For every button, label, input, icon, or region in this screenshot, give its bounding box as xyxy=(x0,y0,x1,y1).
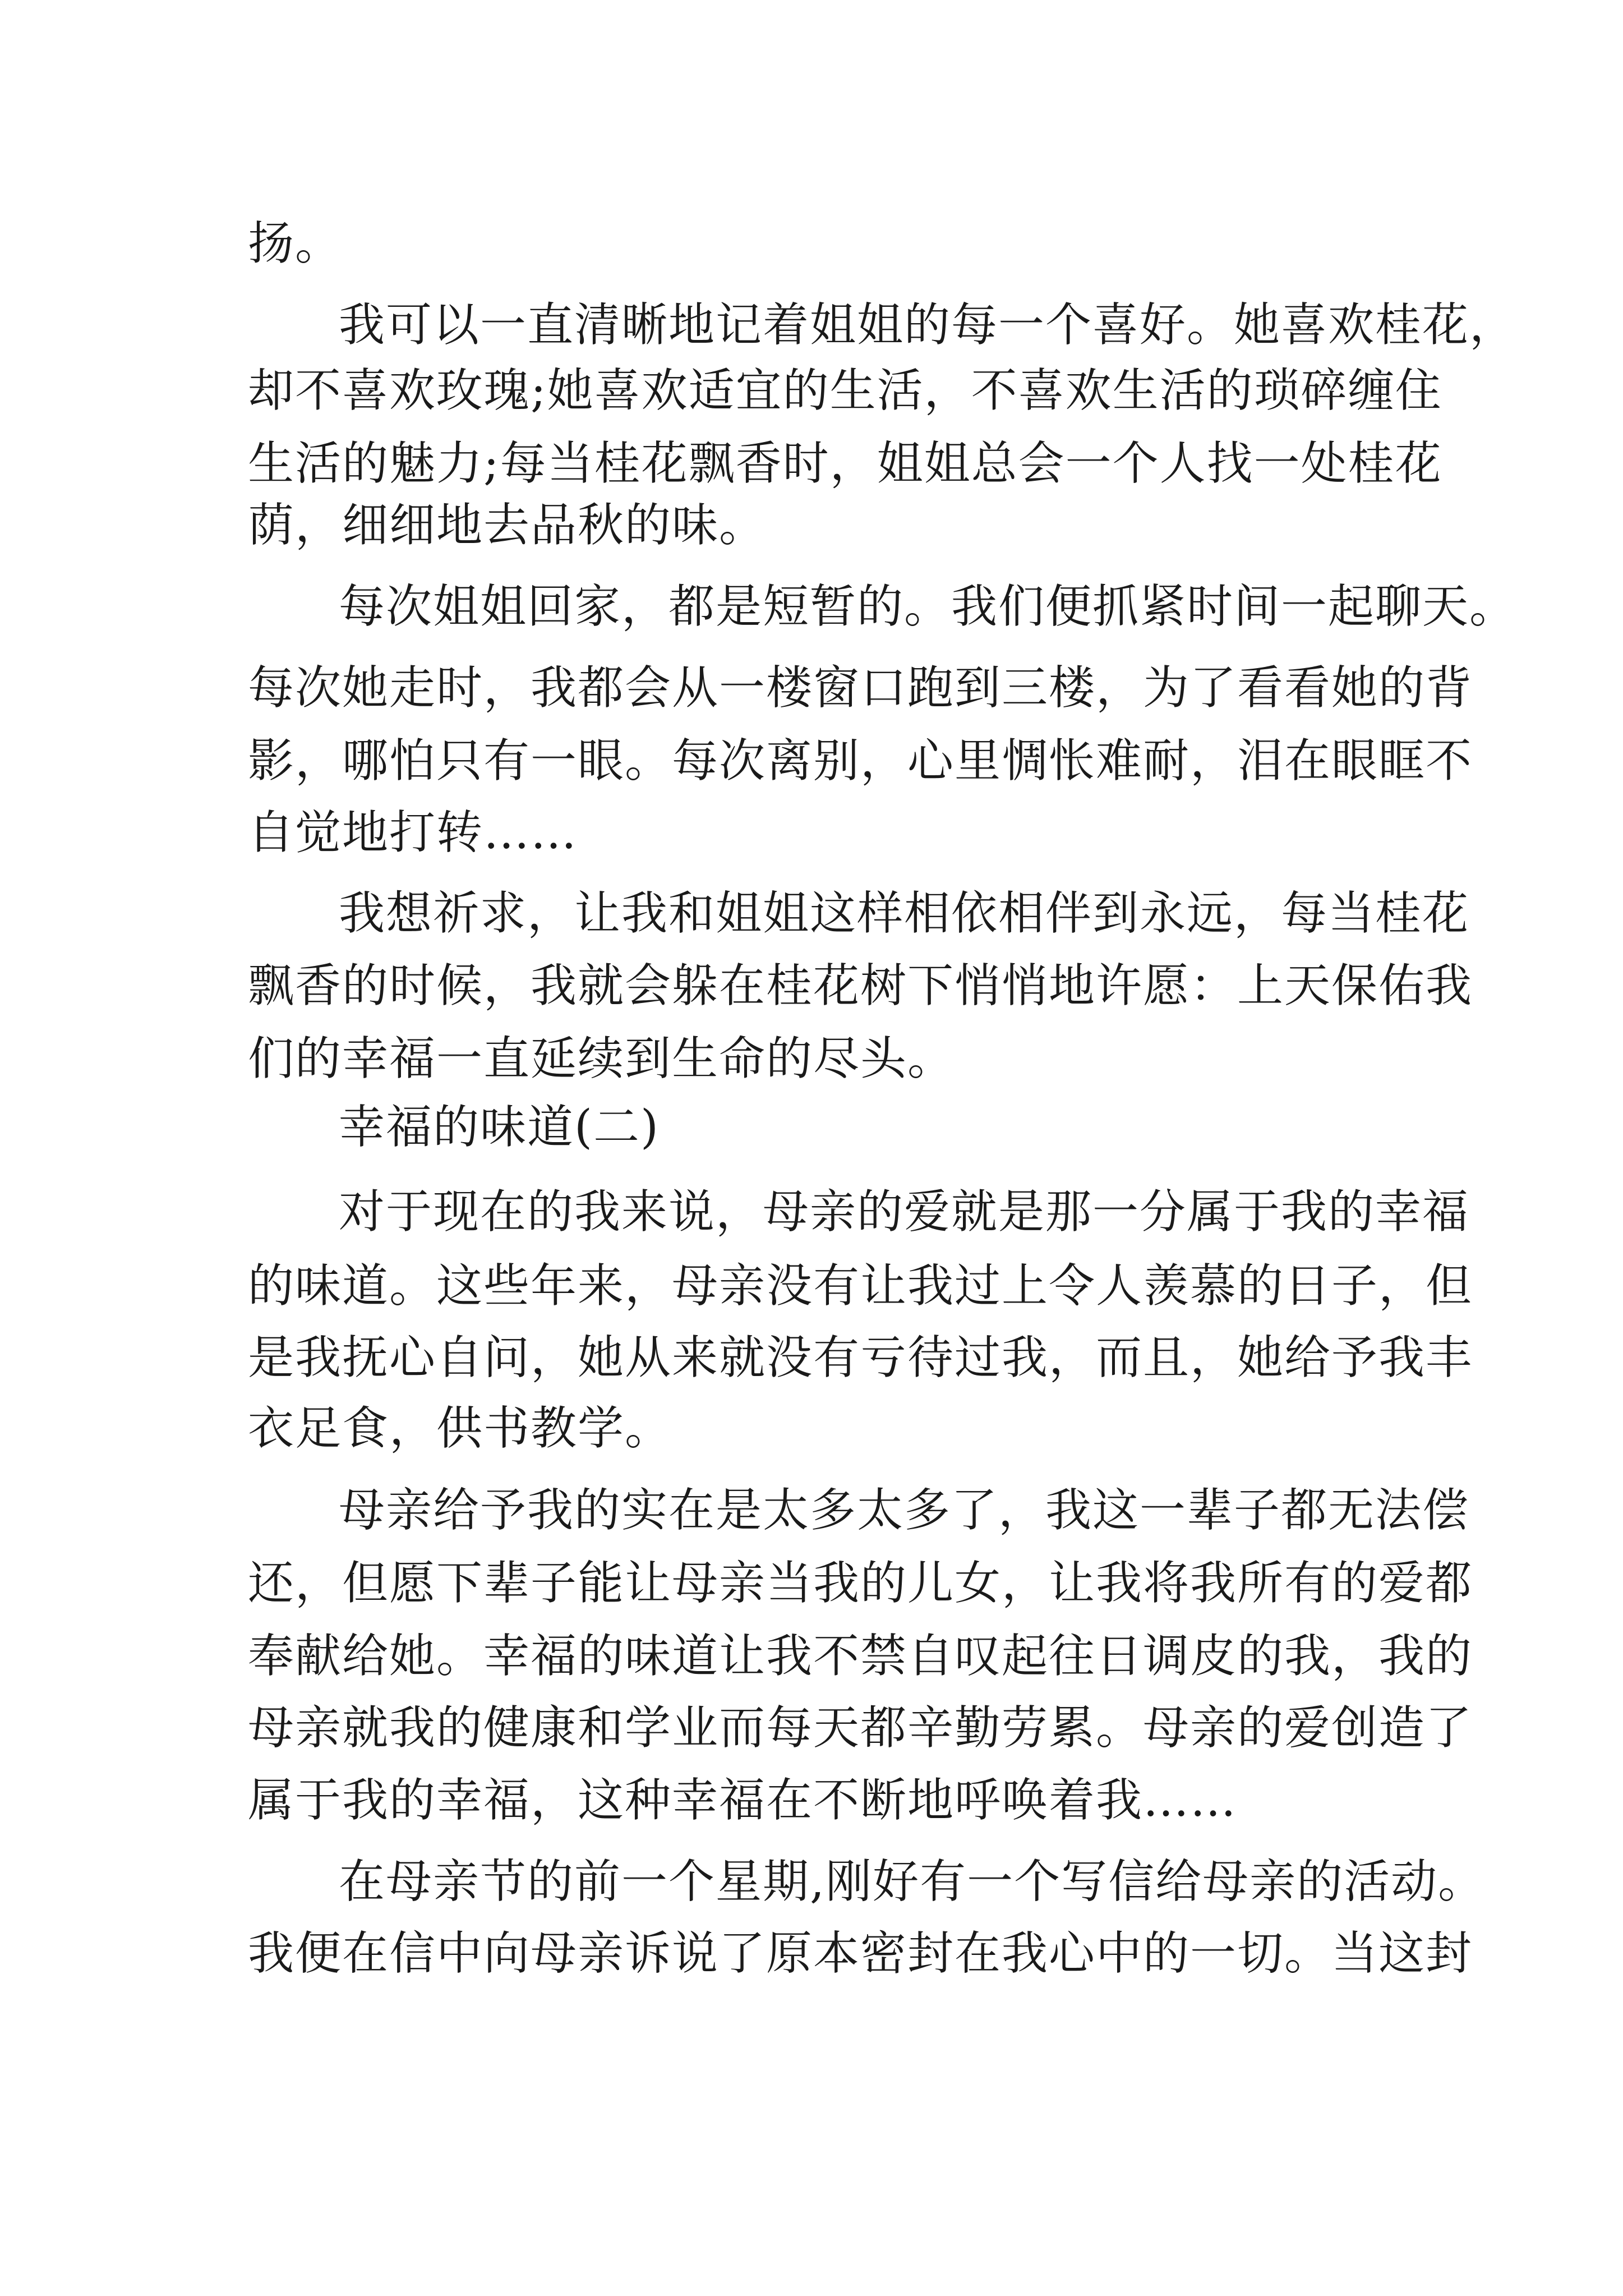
text-line: 荫，细细地去品秋的味。 xyxy=(248,499,767,552)
text-line: 的味道。这些年来，母亲没有让我过上令人羡慕的日子，但 xyxy=(248,1259,1473,1313)
text-line: 影，哪怕只有一眼。每次离别，心里惆怅难耐，泪在眼眶不 xyxy=(248,734,1473,788)
text-line: 还，但愿下辈子能让母亲当我的儿女，让我将我所有的爱都 xyxy=(248,1557,1473,1610)
text-line: 我便在信中向母亲诉说了原本密封在我心中的一切。当这封 xyxy=(248,1927,1473,1980)
text-line: 们的幸福一直延续到生命的尽头。 xyxy=(248,1032,955,1085)
text-line: 是我抚心自问，她从来就没有亏待过我，而且，她给予我丰 xyxy=(248,1331,1473,1384)
paragraph-first-line: 每次姐姐回家，都是短暂的。我们便抓紧时间一起聊天。 xyxy=(339,580,1517,633)
text-line: 生活的魅力;每当桂花飘香时，姐姐总会一个人找一处桂花 xyxy=(248,437,1442,490)
text-line: 衣足食，供书教学。 xyxy=(248,1402,672,1455)
text-line: 母亲就我的健康和学业而每天都辛勤劳累。母亲的爱创造了 xyxy=(248,1701,1473,1755)
section-heading: 幸福的味道(二) xyxy=(339,1101,660,1154)
paragraph-first-line: 对于现在的我来说，母亲的爱就是那一分属于我的幸福 xyxy=(339,1185,1470,1239)
text-line: 自觉地打转…… xyxy=(248,806,578,859)
paragraph-first-line: 母亲给予我的实在是太多太多了，我这一辈子都无法偿 xyxy=(339,1484,1470,1537)
text-line: 属于我的幸福，这种幸福在不断地呼唤着我…… xyxy=(248,1774,1238,1827)
paragraph-first-line: 我可以一直清晰地记着姐姐的每一个喜好。她喜欢桂花， xyxy=(339,298,1517,352)
text-line: 飘香的时候，我就会躲在桂花树下悄悄地许愿：上天保佑我 xyxy=(248,959,1473,1013)
paragraph-first-line: 我想祈求，让我和姐姐这样相依相伴到永远，每当桂花 xyxy=(339,887,1470,940)
text-line: 却不喜欢玫瑰;她喜欢适宜的生活，不喜欢生活的琐碎缠住 xyxy=(248,364,1442,417)
text-line: 扬。 xyxy=(248,217,343,270)
paragraph-first-line: 在母亲节的前一个星期,刚好有一个写信给母亲的活动。 xyxy=(339,1855,1486,1908)
text-line: 奉献给她。幸福的味道让我不禁自叹起往日调皮的我，我的 xyxy=(248,1630,1473,1683)
text-line: 每次她走时，我都会从一楼窗口跑到三楼，为了看看她的背 xyxy=(248,661,1473,715)
